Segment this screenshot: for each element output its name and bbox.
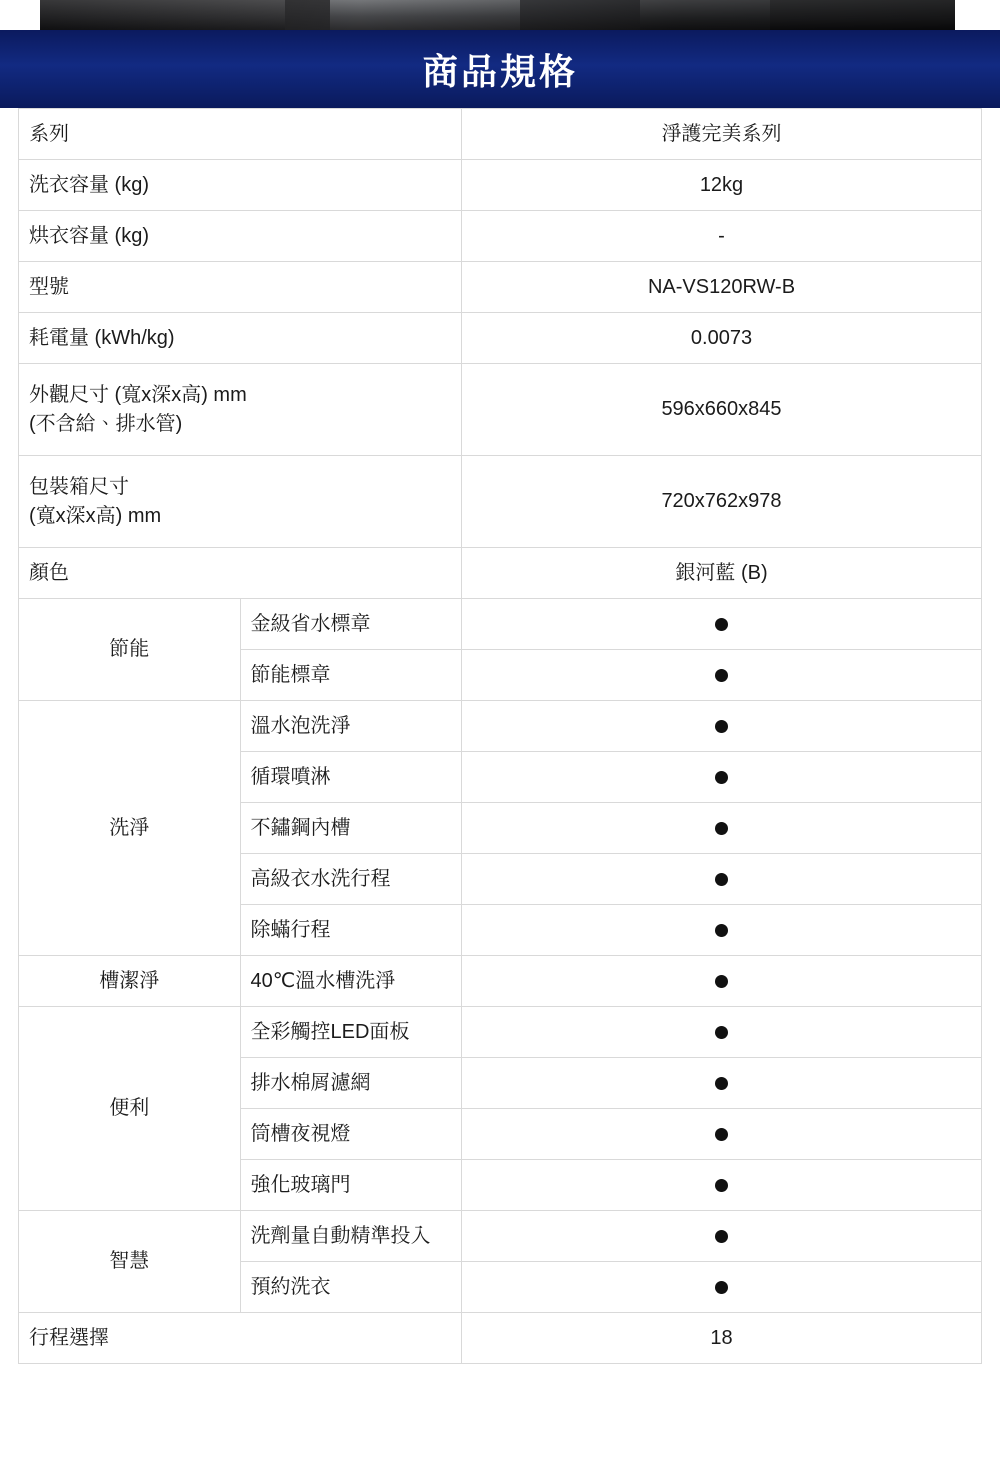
spec-feature-mark: [462, 905, 982, 956]
spec-feature-label: 金級省水標章: [240, 599, 462, 650]
feature-available-dot-icon: [715, 669, 728, 682]
spec-feature-mark: [462, 1160, 982, 1211]
spec-feature-label: 洗劑量自動精準投入: [240, 1211, 462, 1262]
photo-segment-5: [640, 0, 770, 30]
table-row: [19, 1007, 982, 1058]
spec-label-multiline: [19, 364, 462, 456]
feature-available-dot-icon: [715, 618, 728, 631]
spec-feature-mark: [462, 803, 982, 854]
feature-available-dot-icon: [715, 924, 728, 937]
table-row: [19, 109, 982, 160]
feature-available-dot-icon: [715, 1281, 728, 1294]
feature-available-dot-icon: [715, 1128, 728, 1141]
spec-value: 18: [462, 1313, 982, 1364]
spec-label: 型號: [19, 262, 462, 313]
photo-segment-right-margin: [955, 0, 1000, 30]
feature-available-dot-icon: [715, 1230, 728, 1243]
spec-value: NA-VS120RW-B: [462, 262, 982, 313]
spec-label-line2: (不含給、排水管): [29, 412, 183, 435]
spec-label-line1: 包裝箱尺寸: [29, 475, 129, 498]
spec-label-line2: (寬x深x高) mm: [29, 504, 162, 527]
table-row: [19, 160, 982, 211]
photo-segment-1: [40, 0, 285, 30]
spec-label: 耗電量 (kWh/kg): [19, 313, 462, 364]
spec-feature-label: 排水棉屑濾網: [240, 1058, 462, 1109]
table-row: [19, 956, 982, 1007]
spec-value: 銀河藍 (B): [462, 548, 982, 599]
photo-segment-left-margin: [0, 0, 40, 30]
spec-feature-mark: [462, 650, 982, 701]
page-title: 商品規格: [421, 50, 578, 92]
spec-feature-label: 筒槽夜視燈: [240, 1109, 462, 1160]
feature-available-dot-icon: [715, 1077, 728, 1090]
spec-category: 洗淨: [19, 701, 241, 956]
spec-feature-label: 溫水泡洗淨: [240, 701, 462, 752]
feature-available-dot-icon: [715, 771, 728, 784]
spec-feature-label: 全彩觸控LED面板: [240, 1007, 462, 1058]
feature-available-dot-icon: [715, 975, 728, 988]
spec-table: [18, 108, 982, 1364]
table-row: [19, 1211, 982, 1262]
feature-available-dot-icon: [715, 720, 728, 733]
photo-segment-4: [520, 0, 640, 30]
spec-label-line1: 外觀尺寸 (寬x深x高) mm: [29, 383, 247, 406]
spec-feature-mark: [462, 701, 982, 752]
spec-feature-label: 循環噴淋: [240, 752, 462, 803]
spec-category: 智慧: [19, 1211, 241, 1313]
spec-value: -: [462, 211, 982, 262]
feature-available-dot-icon: [715, 822, 728, 835]
spec-category: 便利: [19, 1007, 241, 1211]
spec-feature-label: 40℃溫水槽洗淨: [240, 956, 462, 1007]
table-row: [19, 1313, 982, 1364]
spec-value: 596x660x845: [462, 364, 982, 456]
feature-available-dot-icon: [715, 1026, 728, 1039]
spec-category: 節能: [19, 599, 241, 701]
table-row: [19, 364, 982, 456]
table-row: [19, 599, 982, 650]
spec-feature-label: 高級衣水洗行程: [240, 854, 462, 905]
spec-feature-mark: [462, 1109, 982, 1160]
spec-feature-mark: [462, 752, 982, 803]
spec-feature-label: 節能標章: [240, 650, 462, 701]
spec-feature-mark: [462, 599, 982, 650]
spec-label: 烘衣容量 (kg): [19, 211, 462, 262]
spec-feature-mark: [462, 956, 982, 1007]
spec-label: 顏色: [19, 548, 462, 599]
spec-feature-mark: [462, 1211, 982, 1262]
table-row: [19, 456, 982, 548]
spec-feature-label: 除蟎行程: [240, 905, 462, 956]
table-row: [19, 262, 982, 313]
spec-feature-mark: [462, 1007, 982, 1058]
spec-value: 720x762x978: [462, 456, 982, 548]
photo-segment-3: [330, 0, 520, 30]
spec-feature-mark: [462, 854, 982, 905]
spec-feature-label: 強化玻璃門: [240, 1160, 462, 1211]
photo-segment-2: [285, 0, 330, 30]
spec-feature-label: 預約洗衣: [240, 1262, 462, 1313]
feature-available-dot-icon: [715, 873, 728, 886]
spec-category: 槽潔淨: [19, 956, 241, 1007]
spec-value: 淨護完美系列: [462, 109, 982, 160]
table-row: [19, 211, 982, 262]
product-photo-strip: [0, 0, 1000, 30]
spec-table-container: [0, 108, 1000, 1364]
spec-label: 系列: [19, 109, 462, 160]
table-row: [19, 313, 982, 364]
spec-value: 0.0073: [462, 313, 982, 364]
table-row: [19, 548, 982, 599]
spec-label-multiline: [19, 456, 462, 548]
section-banner: [0, 30, 1000, 108]
feature-available-dot-icon: [715, 1179, 728, 1192]
spec-feature-mark: [462, 1058, 982, 1109]
spec-feature-mark: [462, 1262, 982, 1313]
spec-value: 12kg: [462, 160, 982, 211]
photo-segment-6: [770, 0, 955, 30]
spec-feature-label: 不鏽鋼內槽: [240, 803, 462, 854]
spec-label: 洗衣容量 (kg): [19, 160, 462, 211]
spec-label: 行程選擇: [19, 1313, 462, 1364]
table-row: [19, 701, 982, 752]
